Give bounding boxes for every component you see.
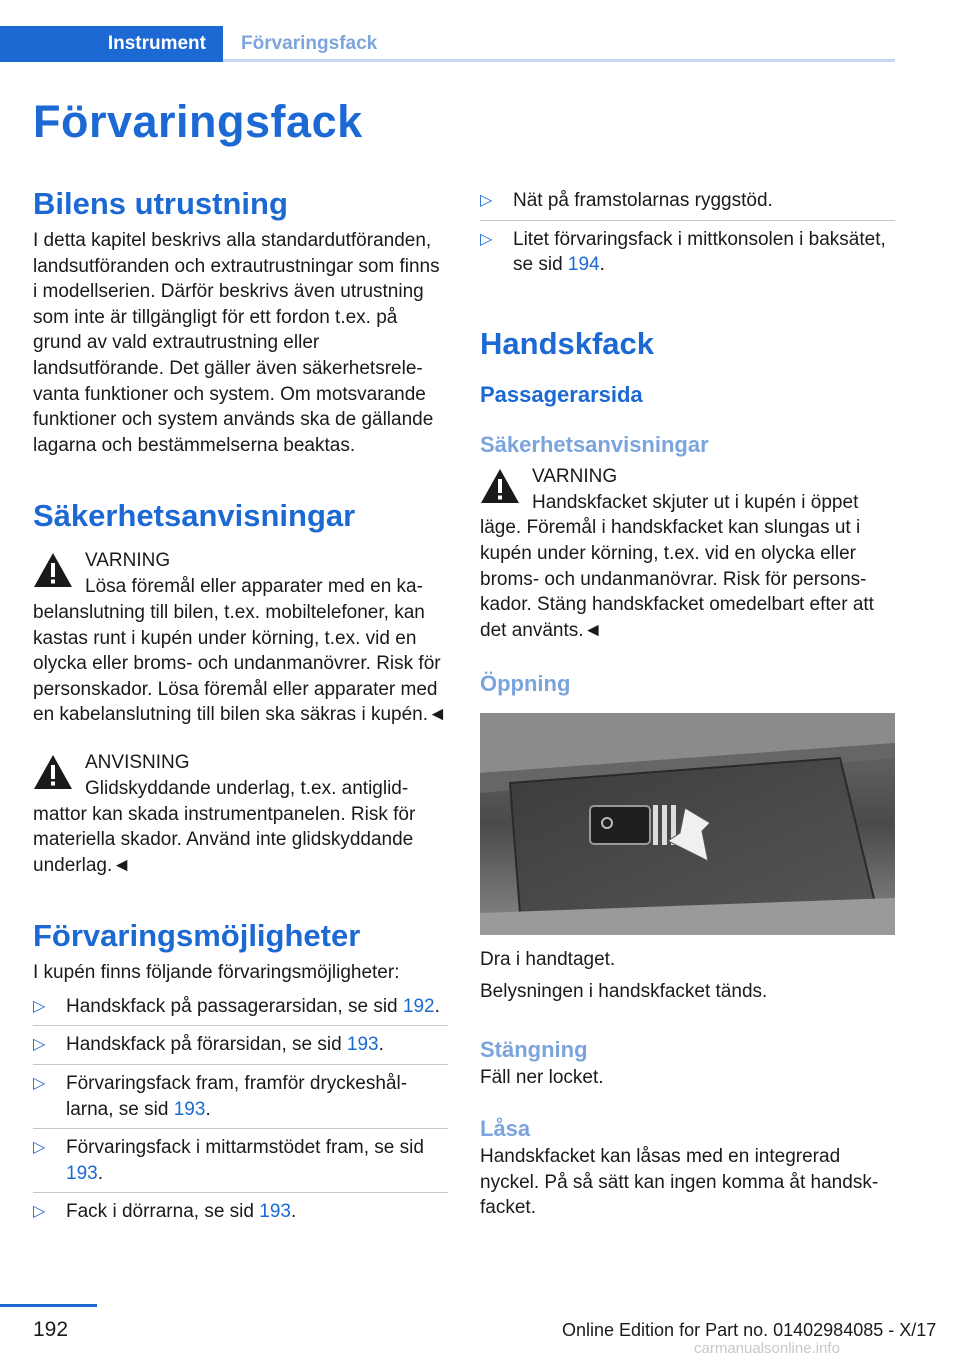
warning-title: VARNING [85, 550, 171, 572]
section-title-sakerhet: Säkerhetsanvisningar [33, 498, 356, 534]
warning-box-2 [480, 464, 895, 644]
bullet-triangle-icon: ▷ [33, 1075, 46, 1093]
list-item: ▷ Nät på framstolarnas ryggstöd. [480, 182, 895, 221]
page-header [0, 26, 895, 62]
section-title-handskfack: Handskfack [480, 325, 655, 361]
section-title-forvaringsmojligheter: Förvaringsmöjligheter [33, 918, 361, 954]
warning-icon [480, 468, 520, 504]
footer-divider [0, 1304, 97, 1307]
warning-icon [33, 754, 73, 790]
lock-text: Handskfacket kan låsas med en integrerad nyckel. På så sätt kan ingen komma åt handskfacket. [480, 1146, 879, 1219]
storage-list-continued [480, 182, 895, 284]
page-ref-link[interactable]: 193 [346, 1034, 379, 1056]
subsection-title-passagerarsida: Passagerarsida [480, 381, 643, 407]
bullet-triangle-icon: ▷ [33, 1036, 46, 1054]
right-column [480, 180, 895, 1221]
bullet-triangle-icon: ▷ [33, 1139, 46, 1157]
subsection-title-oppning: Öppning [480, 671, 571, 697]
bullet-triangle-icon: ▷ [33, 1203, 46, 1221]
notice-text: Glidskyddande underlag, t.ex. antiglidmattor kan skada instrumentpanelen. Risk för materiella skador. Använd inte glidskyddande underlag.◄ [33, 777, 416, 876]
notice-box [33, 750, 448, 878]
page-number: 192 [33, 1318, 69, 1341]
page-ref-link[interactable]: 193 [66, 1162, 98, 1184]
bullet-triangle-icon: ▷ [480, 192, 493, 209]
warning-icon [33, 552, 73, 588]
page-ref-link[interactable]: 193 [259, 1201, 291, 1223]
page-ref-link[interactable]: 194 [567, 254, 600, 276]
list-item: ▷ Handskfack på förarsidan, se sid 193. [33, 1026, 448, 1065]
subsection-title-sakerhet: Säkerhetsanvisningar [480, 431, 709, 457]
warning-box-1 [33, 548, 448, 728]
list-item: ▷ Förvaringsfack i mittarmstödet fram, se sid 193. [33, 1129, 448, 1193]
tab-forvaringsfack[interactable]: Förvaringsfack [241, 33, 378, 54]
list-item: ▷ Förvaringsfack fram, framför dryckeshållarna, se sid 193. [33, 1065, 448, 1129]
open-text-2: Belysningen i handskfacket tänds. [480, 980, 768, 1002]
bullet-triangle-icon: ▷ [33, 997, 46, 1015]
page-title: Förvaringsfack [33, 96, 363, 147]
glovebox-photo [480, 713, 895, 935]
edition-text: Online Edition for Part no. 01402984085 - X/17 [562, 1320, 937, 1340]
notice-title: ANVISNING [85, 751, 190, 773]
list-item: ▷ Fack i dörrarna, se sid 193. [33, 1193, 448, 1231]
subsection-title-lasa: Låsa [480, 1116, 531, 1142]
watermark: carmanualsonline.info [694, 1340, 840, 1357]
tab-instrument[interactable]: Instrument [0, 26, 223, 62]
subsection-title-stangning: Stängning [480, 1036, 588, 1062]
close-text: Fäll ner locket. [480, 1066, 604, 1088]
section-text-forvaringsmojligheter: I kupén finns följande förvaringsmöjligheter: [33, 962, 400, 984]
page-ref-link[interactable]: 193 [173, 1098, 206, 1120]
warning-text: Handskfacket skjuter ut i kupén i öppet läge. Föremål i handskfacket kan slungas ut i kupén under körning, t.ex. vid en olycka eller broms- och undanmanövrar. Risk för personskador. Stäng handskfacket omedelbart efter att det använts.◄ [480, 491, 874, 641]
header-divider [223, 59, 895, 62]
list-item: ▷ Handskfack på passagerarsidan, se sid 192. [33, 988, 448, 1027]
section-title-utrustning: Bilens utrustning [33, 186, 288, 221]
list-item: ▷ Litet förvaringsfack i mittkonsolen i baksätet, se sid 194. [480, 228, 886, 276]
open-text-1: Dra i handtaget. [480, 949, 616, 971]
warning-title: VARNING [532, 465, 618, 487]
section-text-utrustning: I detta kapitel beskrivs alla standardutföranden, landsutföranden och extrautrustningar som finns i modellserien. Därför beskrivs även utrustning som inte är tillgängligt för ett fordon t.ex. på grund av vald extrautrustning eller landsutförande. Det gäller även säkerhetsrelevanta funktioner och system. Om motsvarande funktioner och system används ska de gällande lagarna och bestämmelserna beaktas. [33, 230, 440, 456]
left-column [33, 180, 448, 1231]
page-ref-link[interactable]: 192 [402, 995, 435, 1017]
storage-list [33, 988, 448, 1231]
bullet-triangle-icon: ▷ [480, 230, 493, 248]
warning-text: Lösa föremål eller apparater med en kabelanslutning till bilen, t.ex. mobiltelefoner, kan kastas runt i kupén under körning, t.ex. vid en olycka eller broms- och undanmanövrer. Risk för personskador. Lösa föremål eller apparater med en kabelanslutning till bilen ska säkras i kupén.◄ [33, 576, 447, 726]
